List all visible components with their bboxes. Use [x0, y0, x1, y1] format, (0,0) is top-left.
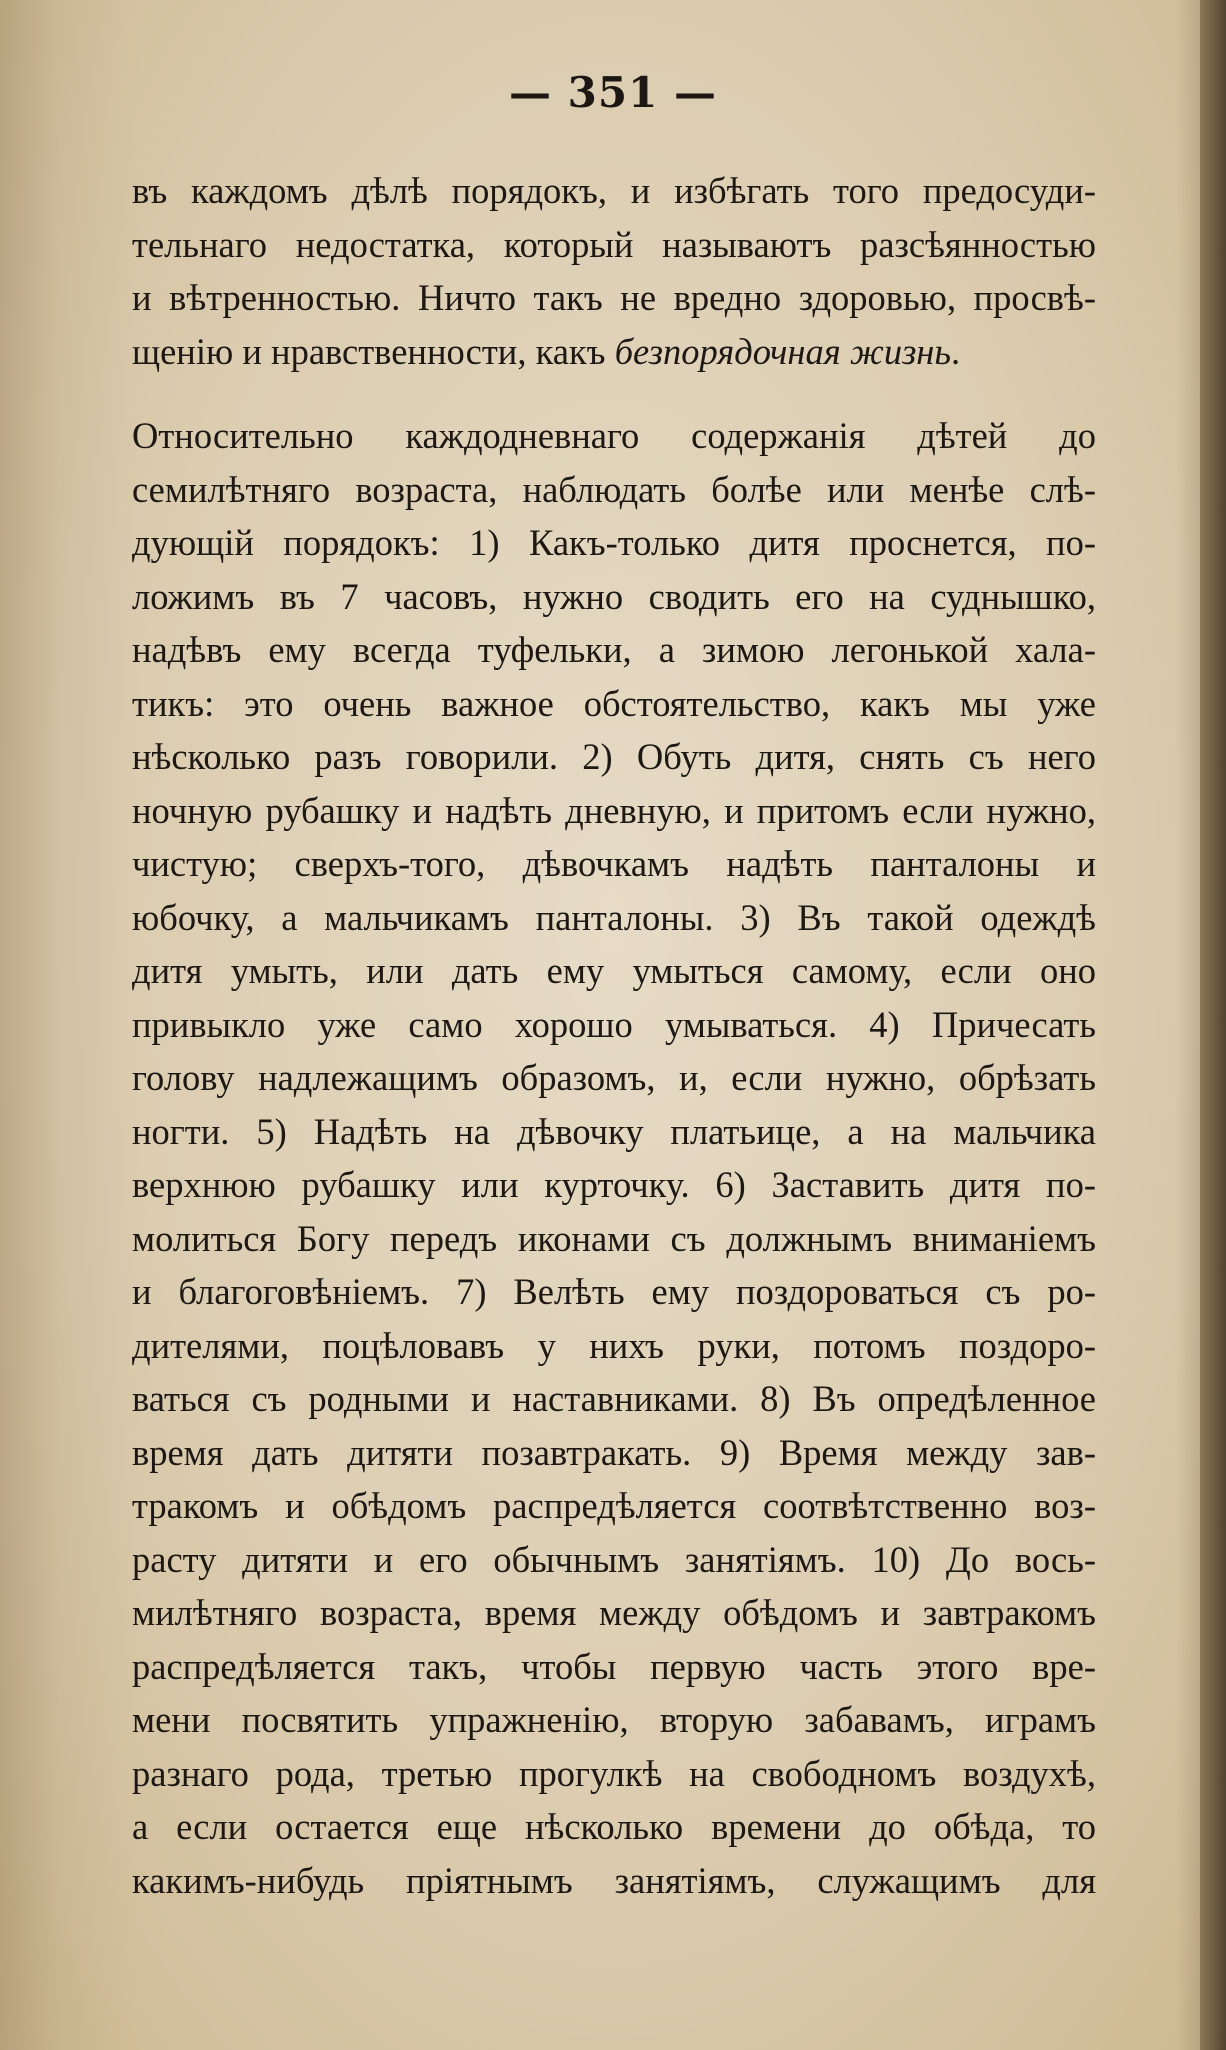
- paragraph-2: [132, 409, 1096, 1907]
- text-line: милѣтняго возраста, время между обѣдомъ и завтракомъ: [132, 1592, 1096, 1633]
- text-line: юбочку, а мальчикамъ панталоны. 3) Въ такой одеждѣ: [132, 896, 1096, 938]
- emphasized-phrase: безпорядочная жизнь: [614, 330, 952, 372]
- text-line: какимъ-нибудь пріятнымъ занятіямъ, служащимъ для: [132, 1859, 1096, 1901]
- paragraph-1: [132, 164, 1096, 378]
- text-line: надѣвъ ему всегда туфельки, а зимою легонькой хала-: [132, 629, 1096, 670]
- text-line: чистую; сверхъ-того, дѣвочкамъ надѣть панталоны и: [132, 843, 1096, 884]
- text-line: и благоговѣніемъ. 7) Велѣть ему поздороваться съ ро-: [132, 1271, 1096, 1312]
- text-line: расту дитяти и его обычнымъ занятіямъ. 10) До вось-: [132, 1538, 1096, 1580]
- text-line: Относительно каждодневнаго содержанія дѣтей до: [132, 415, 1096, 456]
- text-line: а если остается еще нѣсколько времени до обѣда, то: [132, 1806, 1096, 1847]
- text-line: время дать дитяти позавтракать. 9) Время между зав-: [132, 1431, 1096, 1473]
- text-line: ночную рубашку и надѣть дневную, и притомъ если нужно,: [132, 789, 1096, 831]
- text-line: мени посвятить упражненію, вторую забавамъ, играмъ: [132, 1699, 1096, 1740]
- text-line: [132, 325, 1096, 379]
- text-line: голову надлежащимъ образомъ, и, если нужно, обрѣзать: [132, 1057, 1096, 1098]
- text-line: привыкло уже само хорошо умываться. 4) Причесать: [132, 1003, 1096, 1045]
- text-line: и вѣтренностью. Ничто такъ не вредно здоровью, просвѣ-: [132, 277, 1096, 318]
- text-line: ногти. 5) Надѣть на дѣвочку платьице, а на мальчика: [132, 1110, 1096, 1152]
- text-line-end: .: [951, 330, 961, 372]
- page-edge-shadow: [1200, 0, 1226, 2050]
- text-line: молиться Богу передъ иконами съ должнымъ вниманіемъ: [132, 1217, 1096, 1259]
- text-line: тикъ: это очень важное обстоятельство, какъ мы уже: [132, 682, 1096, 724]
- text-line: тракомъ и обѣдомъ распредѣляется соотвѣтственно воз-: [132, 1485, 1096, 1526]
- page-number: — 351 —: [509, 68, 717, 117]
- text-line: ложимъ въ 7 часовъ, нужно сводить его на суднышко,: [132, 575, 1096, 617]
- text-line-start: щенію и нравственности, какъ: [132, 330, 615, 372]
- text-line: семилѣтняго возраста, наблюдать болѣе или менѣе слѣ-: [132, 468, 1096, 510]
- text-line: тельнаго недостатка, который называютъ разсѣянностью: [132, 223, 1096, 265]
- text-line: ваться съ родными и наставниками. 8) Въ опредѣленное: [132, 1378, 1096, 1419]
- text-line: верхнюю рубашку или курточку. 6) Заставить дитя по-: [132, 1164, 1096, 1205]
- text-line: нѣсколько разъ говорили. 2) Обуть дитя, снять съ него: [132, 736, 1096, 777]
- text-line: распредѣляется такъ, чтобы первую часть этого вре-: [132, 1645, 1096, 1687]
- text-line: дитя умыть, или дать ему умыться самому, если оно: [132, 950, 1096, 991]
- text-line: разнаго рода, третью прогулкѣ на свободномъ воздухѣ,: [132, 1752, 1096, 1794]
- text-line: дителями, поцѣловавъ у нихъ руки, потомъ поздоро-: [132, 1324, 1096, 1366]
- text-line: въ каждомъ дѣлѣ порядокъ, и избѣгать того предосуди-: [132, 170, 1096, 211]
- text-line: дующій порядокъ: 1) Какъ-только дитя проснется, по-: [132, 522, 1096, 563]
